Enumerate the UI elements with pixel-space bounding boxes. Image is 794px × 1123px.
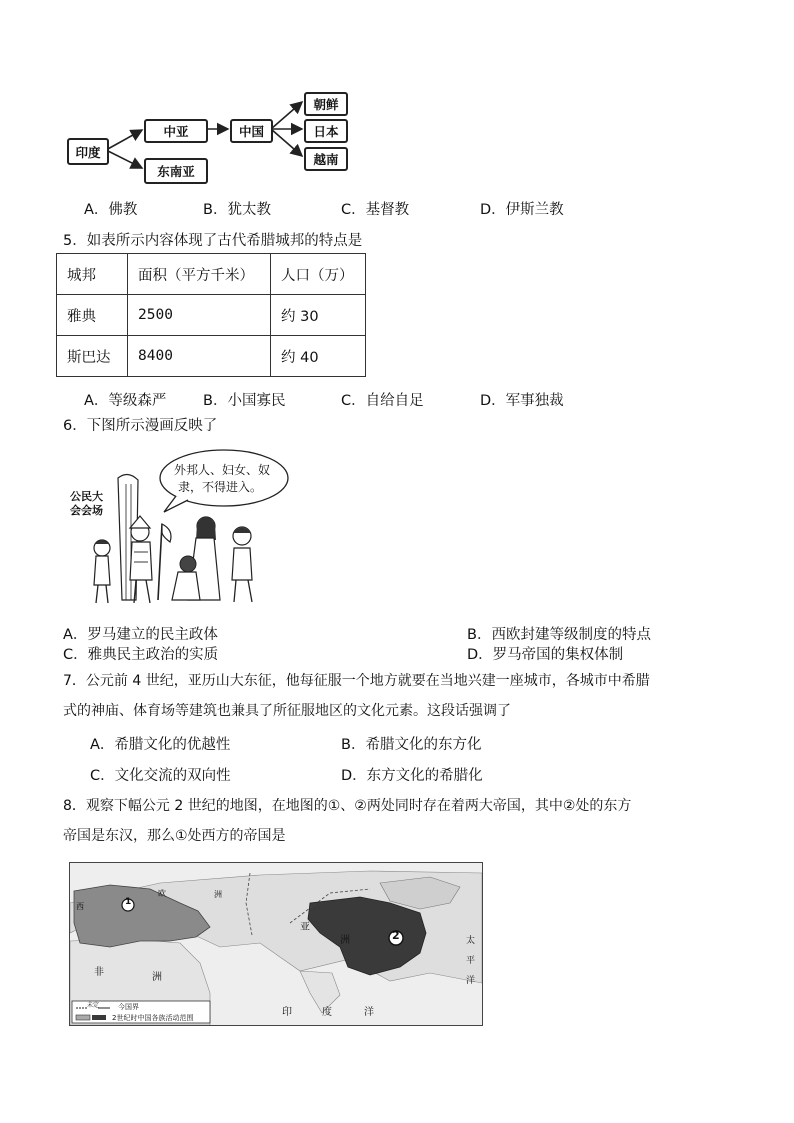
cell-city: 斯巴达: [57, 336, 128, 377]
cartoon-sign-line1: 公民大: [70, 490, 103, 503]
q7-stem-line2: 式的神庙、体育场等建筑也兼具了所征服地区的文化元素。这段话强调了: [63, 703, 511, 719]
legend-range: 2世纪时中国各族活动范围: [112, 1014, 194, 1022]
q5-option-c: C．自给自足: [341, 393, 424, 409]
cartoon-sign-line2: 会会场: [70, 504, 103, 517]
cell-area: 2500: [128, 295, 271, 336]
map-marker-1: 1: [125, 897, 132, 907]
map-marker-2: 2: [392, 929, 400, 942]
node-southeast-asia: 东南亚: [144, 158, 208, 184]
q8-stem-line1: 8．观察下幅公元 2 世纪的地图，在地图的①、②两处同时存在着两大帝国，其中②处的东方: [63, 798, 632, 814]
label-pacific-1: 太: [466, 936, 476, 946]
q7-option-b: B．希腊文化的东方化: [341, 737, 482, 753]
q6-stem: 6．下图所示漫画反映了: [63, 418, 218, 434]
label-pacific-2: 平: [466, 956, 476, 966]
node-india: 印度: [67, 138, 109, 165]
cell-population: 约 40: [271, 336, 366, 377]
label-asia-1: 亚: [300, 922, 310, 933]
label-indian-ocean-1: 印: [282, 1007, 292, 1018]
header-city: 城邦: [57, 254, 128, 295]
speech-line1: 外邦人、妇女、奴: [174, 463, 271, 477]
label-europe-2: 洲: [214, 890, 222, 899]
religion-spread-diagram: [64, 86, 354, 190]
label-europe-1: 欧: [158, 889, 166, 898]
speech-line2: 隶，不得进入。: [178, 480, 263, 494]
table-row: [57, 295, 366, 336]
table-header-row: [57, 254, 366, 295]
label-west: 西: [76, 902, 84, 911]
q7-stem-line1: 7．公元前 4 世纪，亚历山大东征，他每征服一个地方就要在当地兴建一座城市，各城市中希腊: [63, 673, 650, 689]
q4-option-b: B．犹太教: [203, 202, 271, 218]
node-vietnam: 越南: [304, 147, 348, 171]
header-population: 人口（万）: [271, 254, 366, 295]
q8-stem-line2: 帝国是东汉，那么①处西方的帝国是: [63, 828, 286, 844]
second-century-map: [69, 862, 483, 1026]
label-indian-ocean-2: 度: [322, 1007, 332, 1018]
cell-city: 雅典: [57, 295, 128, 336]
table-row: [57, 336, 366, 377]
node-china: 中国: [230, 119, 273, 143]
q4-option-d: D．伊斯兰教: [480, 202, 564, 218]
node-korea: 朝鲜: [304, 92, 348, 116]
q6-option-a: A．罗马建立的民主政体: [63, 627, 218, 643]
q7-option-a: A．希腊文化的优越性: [90, 737, 231, 753]
node-japan: 日本: [304, 119, 348, 143]
cell-population: 约 30: [271, 295, 366, 336]
q6-option-d: D．罗马帝国的集权体制: [467, 647, 624, 663]
label-indian-ocean-3: 洋: [364, 1007, 374, 1018]
legend-border: 今国界: [118, 1003, 139, 1011]
legend-undetermined: 未定: [87, 1002, 100, 1009]
democracy-cartoon: [66, 440, 296, 610]
q4-option-a: A．佛教: [84, 202, 138, 218]
cell-area: 8400: [128, 336, 271, 377]
q7-option-c: C．文化交流的双向性: [90, 768, 231, 784]
label-africa-2: 洲: [152, 972, 162, 983]
q5-option-a: A．等级森严: [84, 393, 167, 409]
q4-option-c: C．基督教: [341, 202, 410, 218]
map-shapes: [70, 863, 482, 1025]
q5-stem: 5．如表所示内容体现了古代希腊城邦的特点是: [63, 233, 363, 249]
label-pacific-3: 洋: [466, 976, 476, 986]
q6-option-c: C．雅典民主政治的实质: [63, 647, 219, 663]
label-asia-2: 洲: [340, 935, 350, 946]
city-state-table: [56, 253, 366, 377]
q5-option-b: B．小国寡民: [203, 393, 286, 409]
q6-option-b: B．西欧封建等级制度的特点: [467, 627, 651, 643]
node-central-asia: 中亚: [144, 119, 208, 143]
header-area: 面积（平方千米）: [128, 254, 271, 295]
q5-option-d: D．军事独裁: [480, 393, 564, 409]
q7-option-d: D．东方文化的希腊化: [341, 768, 483, 784]
label-africa-1: 非: [94, 967, 104, 978]
